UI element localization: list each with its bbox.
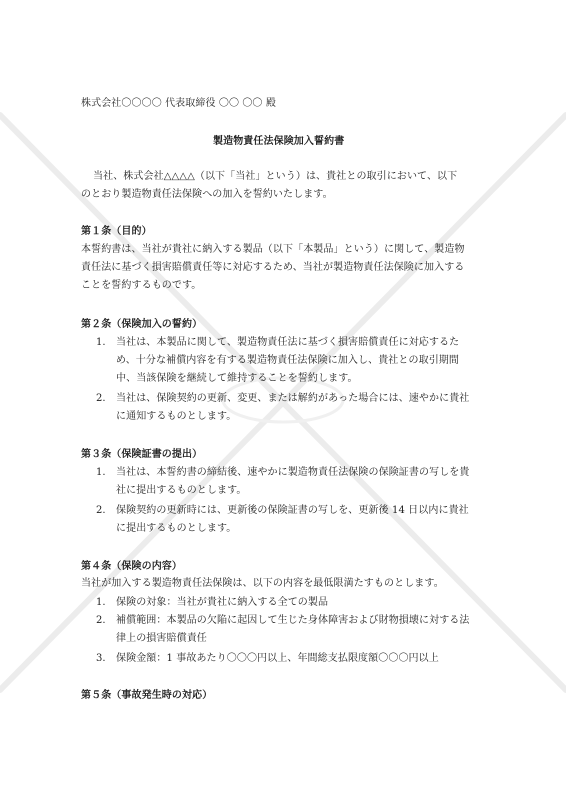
article-2-item-1-line-2: め、十分な補償内容を有する製造物責任法保険に加入し、貴社との取引期間 (116, 355, 459, 366)
article-4-item-2-line-2: 律上の損害賠償責任 (116, 633, 207, 644)
article-2-item-1-number: 1. (96, 337, 106, 348)
article-2-heading: 第２条（保険加入の誓約） (81, 319, 203, 330)
article-1-line-2: 責任法に基づく損害賠償責任等に対応するため、当社が製造物責任法保険に加入する (81, 262, 465, 273)
article-4-lead: 当社が加入する製造物責任法保険は、以下の内容を最低限満たすものとします。 (81, 578, 444, 589)
document-title: 製造物責任法保険加入誓約書 (213, 136, 345, 147)
intro-line-2: のとおり製造物責任法保険への加入を誓約いたします。 (81, 189, 333, 200)
article-1-line-3: ことを誓約するものです。 (81, 280, 202, 291)
article-3-item-1-line-2: 社に提出するものとします。 (116, 485, 247, 496)
article-3-item-2-number: 2. (96, 505, 106, 516)
article-2-item-2-line-1: 当社は、保険契約の更新、変更、または解約があった場合には、速やかに貴社 (116, 393, 470, 404)
article-4-heading: 第４条（保険の内容） (81, 561, 182, 572)
article-2-item-2-number: 2. (96, 393, 106, 404)
article-1-line-1: 本誓約書は、当社が貴社に納入する製品（以下「本製品」という）に関して、製造物 (81, 244, 465, 255)
article-4-item-1-number: 1. (96, 597, 106, 608)
article-2-item-1-line-1: 当社は、本製品に関して、製造物責任法に基づく損害賠償責任に対応するた (116, 337, 460, 348)
article-1-heading: 第１条（目的） (81, 226, 152, 237)
article-4-item-3-line-1: 保険金額：1 事故あたり〇〇〇円以上、年間総支払限度額〇〇〇円以上 (116, 653, 439, 664)
article-3-item-1-line-1: 当社は、本誓約書の締結後、速やかに製造物責任法保険の保険証書の写しを貴 (116, 467, 470, 478)
intro-line-1: 当社、株式会社△△△△（以下「当社」という）は、貴社との取引において、以下 (93, 171, 458, 182)
article-4-item-1-line-1: 保険の対象：当社が貴社に納入する全ての製品 (116, 597, 329, 608)
article-3-item-2-line-2: に提出するものとします。 (116, 523, 237, 534)
article-2-item-2-line-2: に通知するものとします。 (116, 411, 237, 422)
article-3-heading: 第３条（保険証書の提出） (81, 449, 203, 460)
article-5-heading: 第５条（事故発生時の対応） (81, 690, 213, 701)
article-4-item-2-line-1: 補償範囲：本製品の欠陥に起因して生じた身体障害および財物損壊に対する法 (116, 615, 470, 626)
article-4-item-3-number: 3. (96, 653, 106, 664)
article-2-item-1-line-3: 中、当該保険を継続して維持することを誓約します。 (116, 373, 358, 384)
article-4-item-2-number: 2. (96, 615, 106, 626)
article-3-item-2-line-1: 保険契約の更新時には、更新後の保険証書の写しを、更新後 14 日以内に貴社 (116, 505, 469, 516)
article-3-item-1-number: 1. (96, 467, 106, 478)
addressee: 株式会社〇〇〇〇 代表取締役 〇〇 〇〇 殿 (81, 98, 276, 109)
